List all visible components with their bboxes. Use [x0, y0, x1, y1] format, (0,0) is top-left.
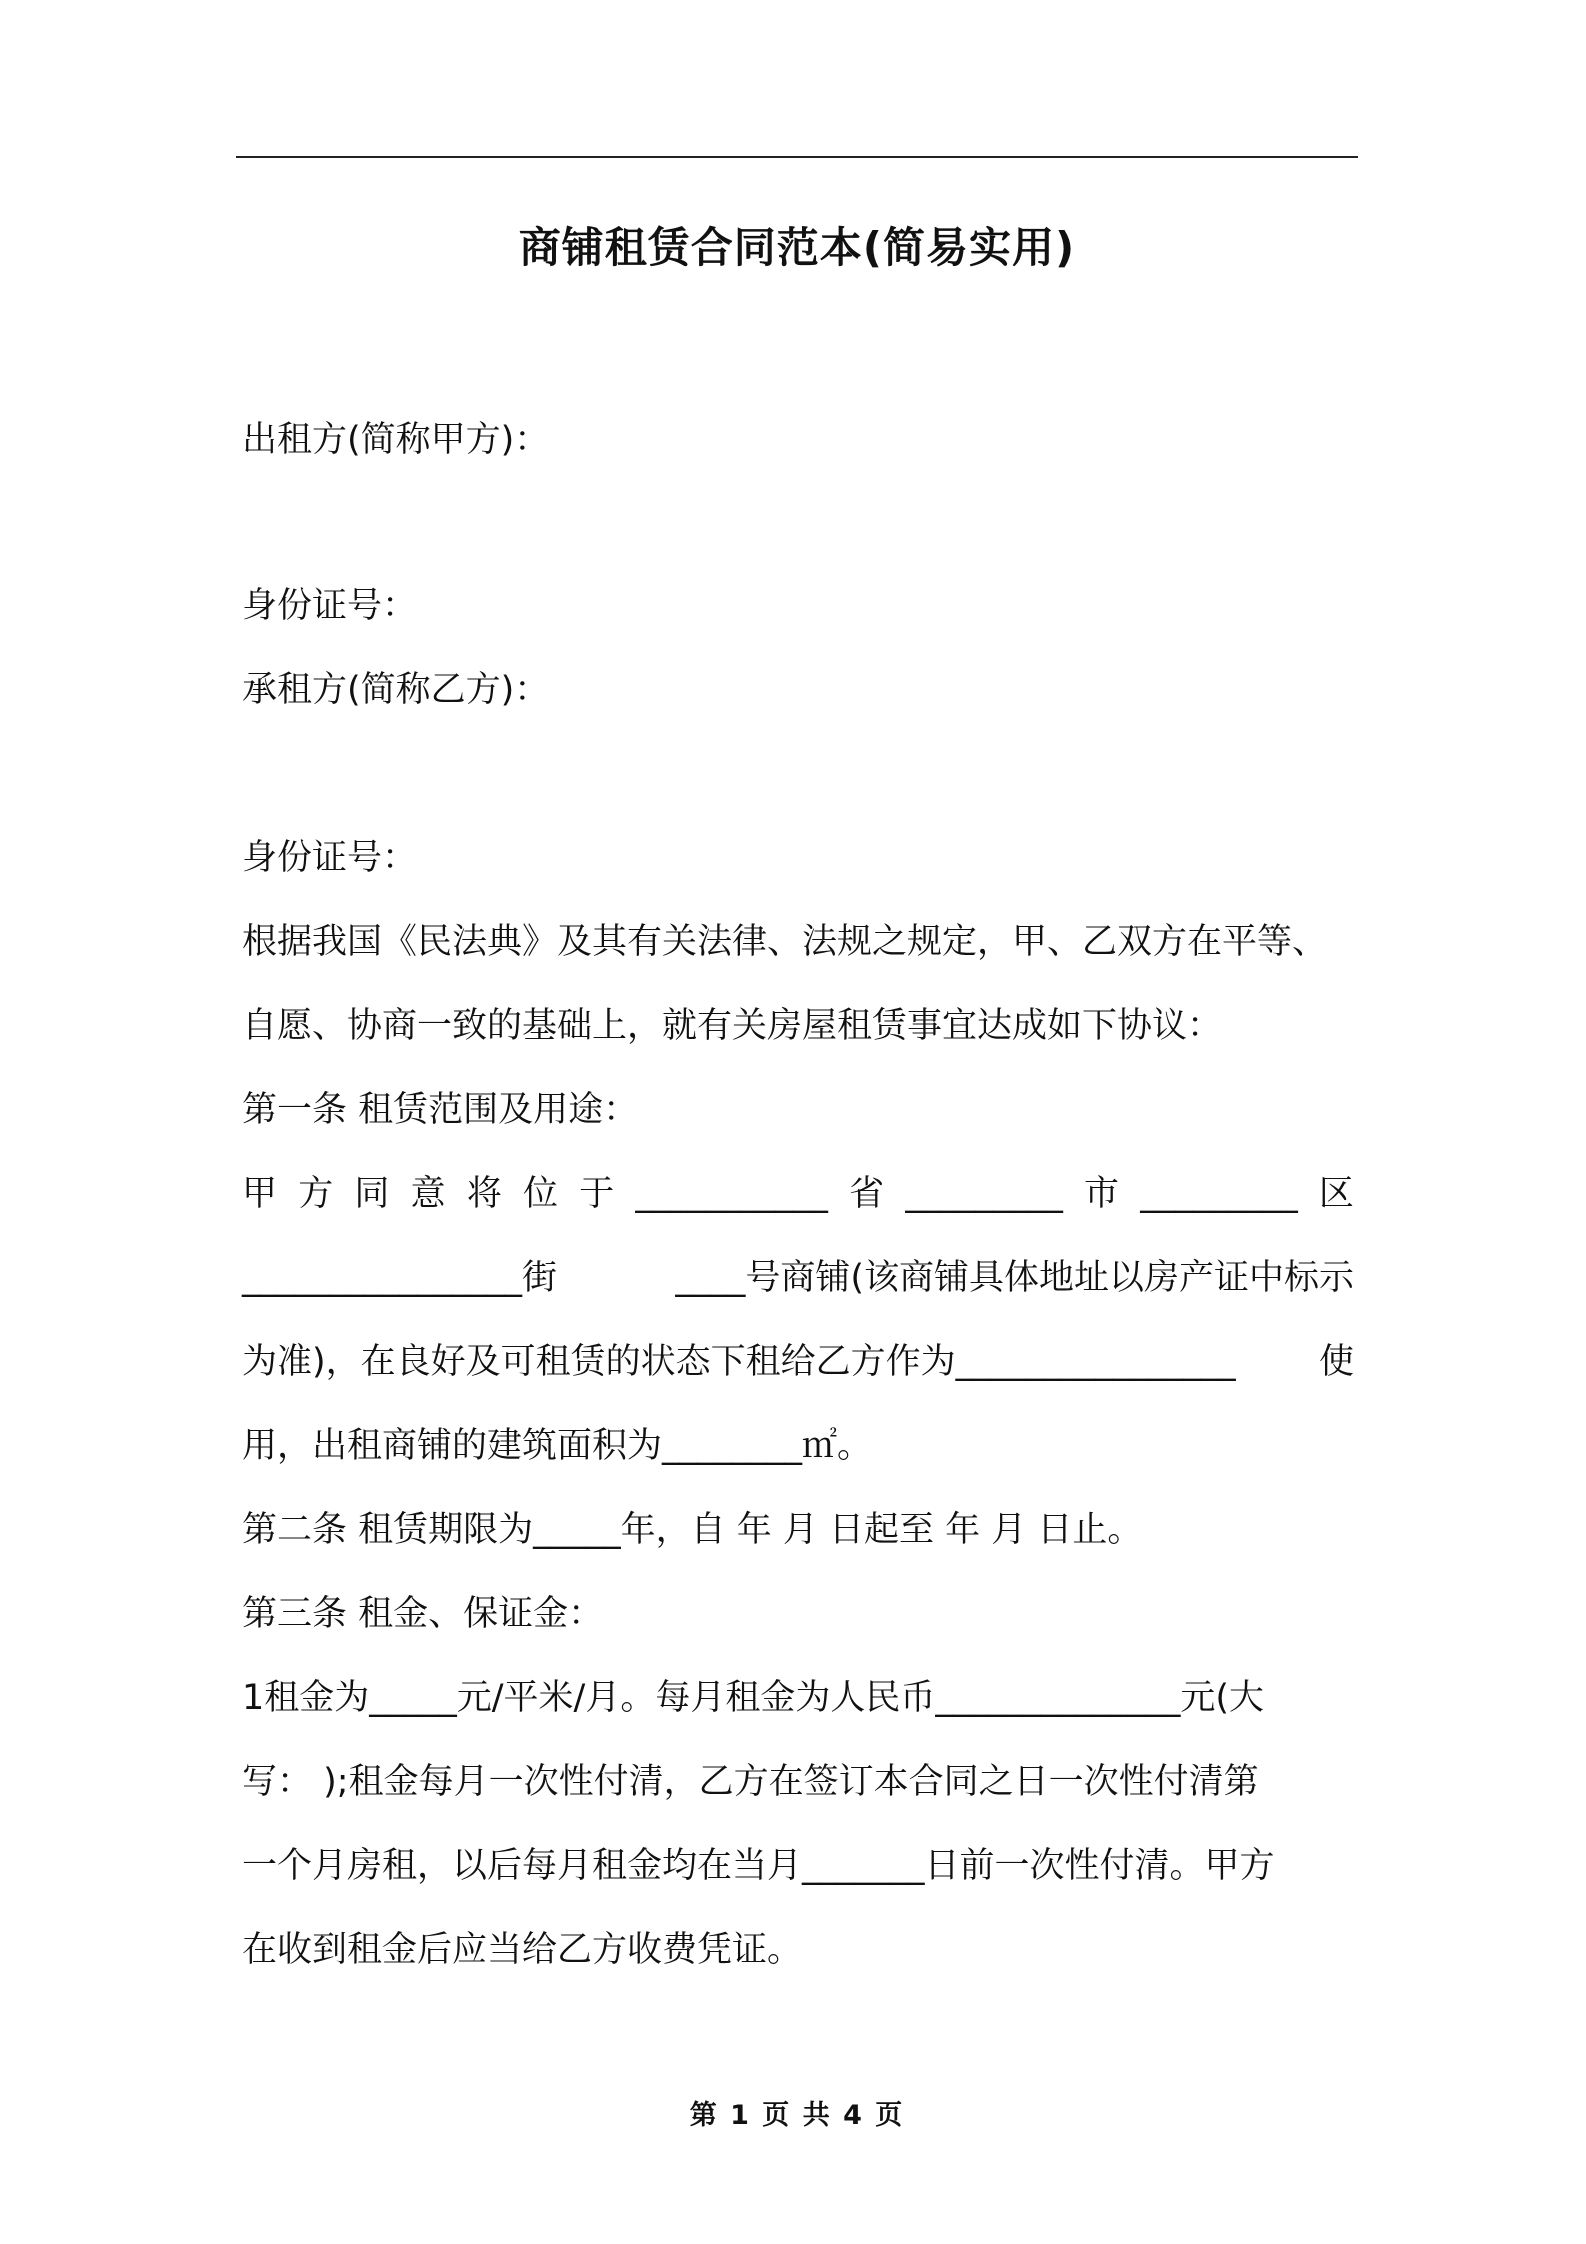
usage-text-main: 为准)，在良好及可租赁的状态下租给乙方作为	[242, 1342, 956, 1382]
city-label: 市	[1084, 1174, 1120, 1214]
article-1-char: 同	[354, 1174, 390, 1214]
preamble-line-2: 自愿、协商一致的基础上，就有关房屋租赁事宜达成如下协议：	[242, 1006, 1223, 1046]
lessee-id-label: 身份证号：	[242, 838, 418, 878]
article-1-heading: 第一条 租赁范围及用途：	[242, 1090, 639, 1130]
article-3-line-4: 在收到租金后应当给乙方收费凭证。	[242, 1930, 803, 1970]
street-blank: ________________	[242, 1258, 522, 1298]
article-1-char: 位	[523, 1174, 559, 1214]
article-3-line-2: 写： );租金每月一次性付清，乙方在签订本合同之日一次性付清第	[242, 1762, 1259, 1802]
article-1-line-2	[242, 1252, 1354, 1304]
document-title: 商铺租赁合同范本(简易实用)	[518, 223, 1076, 272]
page-number: 第 1 页 共 4 页	[689, 2100, 905, 2131]
article-1-line-1	[242, 1168, 1354, 1220]
city-blank: _________	[905, 1174, 1063, 1214]
lessee-label: 承租方(简称乙方)：	[242, 670, 550, 710]
usage-end: 使	[1318, 1342, 1354, 1382]
province-label: 省	[849, 1174, 885, 1214]
header-divider	[236, 156, 1358, 158]
province-blank: ___________	[635, 1174, 828, 1214]
preamble-line-1: 根据我国《民法典》及其有关法律、法规之规定，甲、乙双方在平等、	[242, 922, 1328, 962]
lessor-label: 出租方(简称甲方)：	[242, 420, 550, 460]
article-1-char: 甲	[242, 1174, 278, 1214]
article-1-line-4: 用，出租商铺的建筑面积为________㎡。	[242, 1426, 873, 1466]
article-1-char: 于	[579, 1174, 615, 1214]
usage-blank: ________________	[955, 1342, 1236, 1382]
article-3-line-3: 一个月房租，以后每月租金均在当月_______日前一次性付清。甲方	[242, 1846, 1275, 1886]
article-1-char: 意	[410, 1174, 446, 1214]
district-blank: _________	[1140, 1174, 1298, 1214]
number-blank: ____	[675, 1258, 746, 1298]
article-3-line-1: 1租金为_____元/平米/月。每月租金为人民币______________元(大	[242, 1678, 1265, 1718]
article-1-line-3	[242, 1336, 1354, 1388]
article-1-char: 将	[466, 1174, 502, 1214]
number-group	[557, 1252, 1354, 1304]
lessor-id-label: 身份证号：	[242, 586, 418, 626]
district-label: 区	[1318, 1174, 1354, 1214]
shop-address-text: 号商铺(该商铺具体地址以房产证中标示	[745, 1258, 1354, 1298]
article-1-char: 方	[298, 1174, 334, 1214]
article-3-heading: 第三条 租金、保证金：	[242, 1594, 604, 1634]
article-2: 第二条 租赁期限为_____年，自 年 月 日起至 年 月 日止。	[242, 1510, 1143, 1550]
street-label: 街	[522, 1258, 558, 1298]
usage-text	[242, 1336, 1236, 1388]
